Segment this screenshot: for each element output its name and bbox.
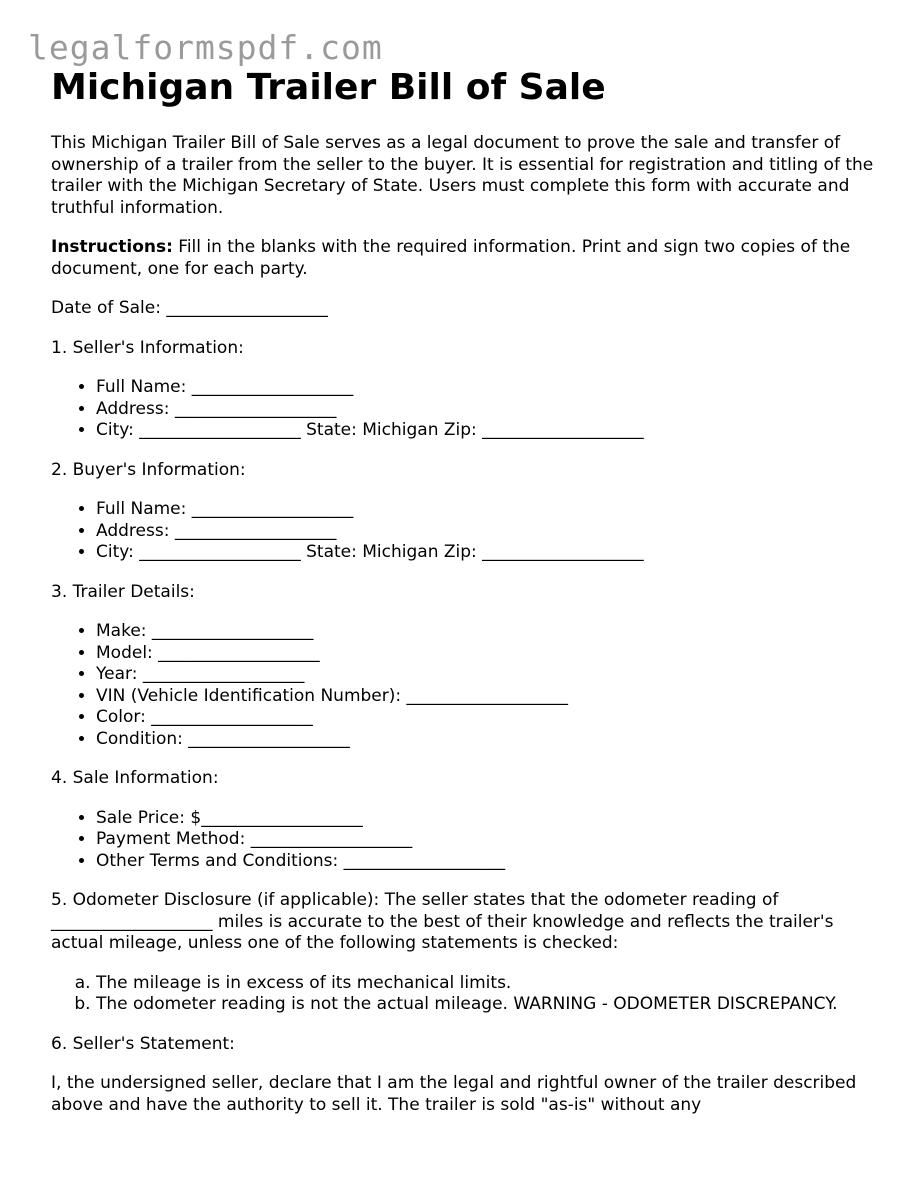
seller-city-state-zip-field: • City: ___________________ State: Michigan Zip: ___________________ bbox=[96, 420, 881, 442]
trailer-list bbox=[51, 621, 881, 750]
odometer-options-list bbox=[51, 973, 881, 1016]
trailer-condition-field: • Condition: ___________________ bbox=[96, 729, 881, 751]
instructions-paragraph bbox=[51, 237, 881, 280]
page-title: Michigan Trailer Bill of Sale bbox=[51, 67, 606, 108]
trailer-vin-field: • VIN (Vehicle Identification Number): ___________________ bbox=[96, 686, 881, 708]
sale-price-field: • Sale Price: $___________________ bbox=[96, 808, 881, 830]
odometer-option-b: b. The odometer reading is not the actual mileage. WARNING - ODOMETER DISCREPANCY. bbox=[96, 994, 881, 1016]
seller-statement-heading: 6. Seller's Statement: bbox=[51, 1033, 235, 1054]
buyer-list bbox=[51, 499, 881, 564]
document-page bbox=[51, 64, 881, 1116]
trailer-make-field: • Make: ___________________ bbox=[96, 621, 881, 643]
date-of-sale-field: Date of Sale: ___________________ bbox=[51, 298, 328, 318]
seller-list bbox=[51, 377, 881, 442]
buyer-address-field: • Address: ___________________ bbox=[96, 521, 881, 543]
trailer-heading: 3. Trailer Details: bbox=[51, 581, 195, 602]
watermark: legalformspdf.com bbox=[28, 28, 383, 67]
buyer-full-name-field: • Full Name: ___________________ bbox=[96, 499, 881, 521]
odometer-paragraph: 5. Odometer Disclosure (if applicable): The seller states that the odometer reading of ___________________ miles is accurate to the best of their knowledge and reflects the trailer's actual mileage, unless one of the following statements is checked: bbox=[51, 890, 834, 953]
other-terms-field: • Other Terms and Conditions: ___________________ bbox=[96, 851, 881, 873]
trailer-model-field: • Model: ___________________ bbox=[96, 643, 881, 665]
odometer-option-a: a. The mileage is in excess of its mechanical limits. bbox=[96, 973, 881, 995]
seller-address-field: • Address: ___________________ bbox=[96, 399, 881, 421]
instructions-label: Instructions: bbox=[51, 237, 173, 257]
buyer-heading: 2. Buyer's Information: bbox=[51, 459, 246, 480]
instructions-text: Fill in the blanks with the required information. Print and sign two copies of the document, one for each party. bbox=[51, 237, 851, 279]
sale-heading: 4. Sale Information: bbox=[51, 768, 219, 788]
seller-heading: 1. Seller's Information: bbox=[51, 337, 244, 358]
trailer-year-field: • Year: ___________________ bbox=[96, 664, 881, 686]
trailer-color-field: • Color: ___________________ bbox=[96, 707, 881, 729]
payment-method-field: • Payment Method: ___________________ bbox=[96, 829, 881, 851]
sale-list bbox=[51, 808, 881, 873]
seller-full-name-field: • Full Name: ___________________ bbox=[96, 377, 881, 399]
intro-paragraph: This Michigan Trailer Bill of Sale serves as a legal document to prove the sale and transfer of ownership of a trailer from the seller to the buyer. It is essential for registration and titling of the trailer with the Michigan Secretary of State. Users must complete this form with accurate and truthful information. bbox=[51, 133, 874, 218]
seller-statement-text: I, the undersigned seller, declare that I am the legal and rightful owner of the trailer described above and have the authority to sell it. The trailer is sold "as-is" without any bbox=[51, 1073, 857, 1115]
buyer-city-state-zip-field: • City: ___________________ State: Michigan Zip: ___________________ bbox=[96, 542, 881, 564]
